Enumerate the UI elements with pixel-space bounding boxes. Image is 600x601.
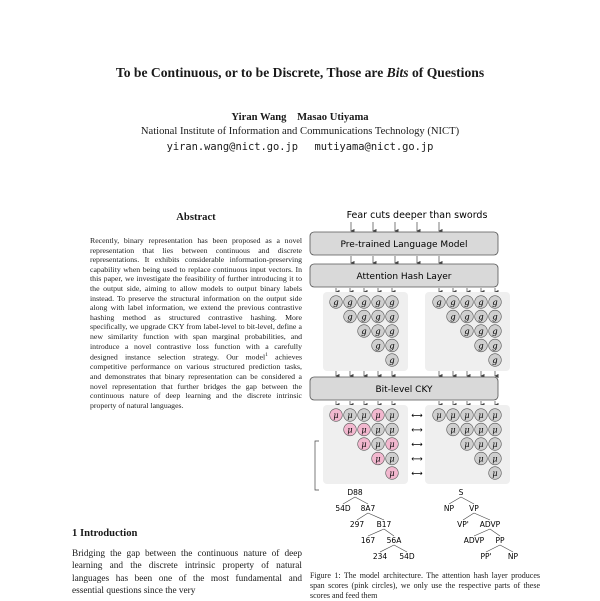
hash-tree-node: 54D [335,504,351,513]
paper-title: To be Continuous, or to be Discrete, Those are Bits of Questions [115,65,485,80]
input-sentence: Fear cuts deeper than swords [346,210,488,221]
bit-score-left-symbol: g [389,298,395,308]
bit-score-left-symbol: g [375,327,381,337]
marginal-left-symbol: μ [361,440,367,449]
bit-level-cky-label: Bit-level CKY [375,385,433,395]
marginal-right-symbol: μ [450,411,456,420]
bit-score-right-symbol: g [492,356,498,366]
bit-score-left-symbol: g [389,341,395,352]
bit-score-left-symbol: g [347,312,353,323]
marginal-left-symbol: μ [389,425,395,435]
bit-score-left-symbol: g [389,312,395,323]
label-tree-edge [490,529,500,536]
marginal-right-symbol: μ [464,440,470,449]
marginal-right-symbol: μ [492,425,498,435]
marginal-left-symbol: μ [389,469,395,478]
bit-score-right-symbol: g [492,312,498,323]
hash-code-tree [335,488,415,561]
label-tree-node: PP' [480,552,492,561]
hash-tree-node: 56A [386,536,402,545]
author-names [0,112,600,123]
marginal-right-symbol: μ [464,425,470,435]
hash-tree-node: 234 [372,552,388,561]
marginal-left-symbol: μ [333,411,339,420]
label-tree-edge [486,545,500,552]
hash-tree-node: 297 [349,520,365,529]
author-emails [0,141,600,153]
bit-score-right-symbol: g [478,312,484,323]
hash-tree-edge [343,497,355,504]
marginal-left-symbol: μ [375,440,381,449]
bit-score-right-symbol: g [478,298,484,308]
label-tree-node: NP [443,504,455,513]
marginal-left-symbol: μ [347,425,353,435]
bit-score-left-symbol: g [333,298,339,308]
bit-score-right-symbol: g [492,298,498,308]
pretrained-lm-label: Pre-trained Language Model [340,240,468,250]
alignment-arrow: ⟷ [411,469,423,478]
label-tree-edge [500,545,513,552]
bit-score-right-symbol: g [492,341,498,352]
marginal-left-symbol: μ [361,425,367,435]
footnote-mark: 1 [265,352,268,359]
bit-score-right-symbol: g [450,298,456,308]
label-tree-edge [463,513,474,520]
label-tree-node: VP [469,504,479,513]
abstract-body: Recently, binary representation has been proposed as a novel representation that lies between continuous and discrete representations. It exhibits considerable information-preserving capability when being used to replace continuous input vectors. In this paper, we investigate the feasibility of further introducing it to the output side, aiming to allow models to output binary labels instead. To preserve the structural information on the output side along with label information, we extend the previous contrastive hashing method as structured contrastive hashing. More specifically, we upgrade CKY from label-level to bit-level, define a new similarity function with span marginal probabilities, and introduce a novel contrastive loss function with a carefully designed instance selection strategy. Our model$^1$ achieves competitive performance on various structured prediction tasks, and demonstrates that binary representation can be considered a novel representation that further bridges the gap between the continuous nature of deep learning and the discrete intrinsic property of natural languages. [90,236,302,410]
marginal-left-symbol: μ [375,411,381,420]
label-tree [444,488,519,561]
hash-tree-node: 8A7 [360,504,376,513]
tree-bracket [315,441,319,490]
bit-score-right-symbol: g [464,298,470,308]
marginal-right-symbol: μ [478,425,484,435]
marginal-right-symbol: μ [492,469,498,478]
hash-tree-node: B17 [376,520,392,529]
email-1: yiran.wang@nict.go.jp [166,141,298,153]
bit-score-right-symbol: g [464,327,470,337]
bit-score-left-symbol: g [375,312,381,323]
affiliation: National Institute of Information and Communications Technology (NICT) [140,126,460,137]
label-tree-edge [461,497,474,504]
marginal-left-symbol: μ [389,411,395,420]
figure-1 [303,205,543,572]
bit-score-left-symbol: g [361,327,367,337]
marginal-left-symbol: μ [375,425,381,435]
marginal-right-symbol: μ [464,411,470,420]
bit-score-left-symbol: g [347,298,353,308]
marginal-right-symbol: μ [478,440,484,449]
attention-hash-layer-label: Attention Hash Layer [356,272,452,282]
hash-tree-edge [355,497,368,504]
bit-score-right-symbol: g [478,341,484,352]
bit-score-left-symbol: g [375,341,381,352]
hash-tree-edge [380,545,394,552]
alignment-arrow: ⟷ [411,411,423,420]
bit-score-right-symbol: g [436,298,442,308]
hash-tree-node: 54D [399,552,415,561]
bit-score-left-symbol: g [361,312,367,323]
author-1: Yiran Wang [231,112,287,123]
label-tree-node: NP [507,552,519,561]
hash-tree-node: 167 [360,536,376,545]
alignment-arrow: ⟷ [411,425,423,435]
label-tree-node: ADVP [479,520,501,529]
bit-score-left-symbol: g [361,298,367,308]
model-architecture-diagram [303,205,543,567]
bit-score-right-symbol: g [450,312,456,323]
bit-score-left-symbol: g [389,356,395,366]
label-tree-node: VP' [457,520,469,529]
label-tree-edge [474,529,490,536]
label-tree-node: ADVP [463,536,485,545]
hash-tree-edge [394,545,407,552]
marginal-left-symbol: μ [389,440,395,449]
marginal-left-symbol: μ [347,411,353,420]
marginal-right-symbol: μ [450,425,456,435]
marginal-right-symbol: μ [492,440,498,449]
hash-tree-edge [368,529,384,536]
marginal-left-symbol: μ [361,411,367,420]
bit-score-left-symbol: g [375,298,381,308]
hash-tree-edge [357,513,368,520]
label-tree-node: PP [495,536,505,545]
alignment-arrow: ⟷ [411,440,423,449]
section-heading-introduction: 1 Introduction [72,528,138,539]
email-2: mutiyama@nict.go.jp [314,141,434,153]
bit-score-left-symbol: g [389,327,395,337]
abstract-heading: Abstract [176,212,216,223]
marginal-right-symbol: μ [492,411,498,420]
label-tree-edge [474,513,490,520]
bit-score-right-symbol: g [478,327,484,337]
alignment-arrow: ⟷ [411,454,423,464]
marginal-right-symbol: μ [436,411,442,420]
bit-score-right-symbol: g [464,312,470,323]
author-2: Masao Utiyama [297,112,369,123]
label-tree-edge [449,497,461,504]
introduction-body: Bridging the gap between the continuous nature of deep learning and the discrete intrinsic property of natural languages has been one of the most fundamental and essential questions since the very [72,549,302,597]
figure-caption: Figure 1: The model architecture. The attention hash layer produces span scores (pink circles), we only use the respective parts of these scores and feed them [310,571,540,600]
marginal-left-symbol: μ [375,454,381,464]
marginal-right-symbol: μ [478,411,484,420]
marginal-right-symbol: μ [492,454,498,464]
hash-tree-edge [368,513,384,520]
bit-score-right-symbol: g [492,327,498,337]
marginal-left-symbol: μ [389,454,395,464]
label-tree-node: S [458,488,464,497]
marginal-right-symbol: μ [478,454,484,464]
hash-tree-edge [384,529,394,536]
hash-tree-node: D88 [347,488,363,497]
